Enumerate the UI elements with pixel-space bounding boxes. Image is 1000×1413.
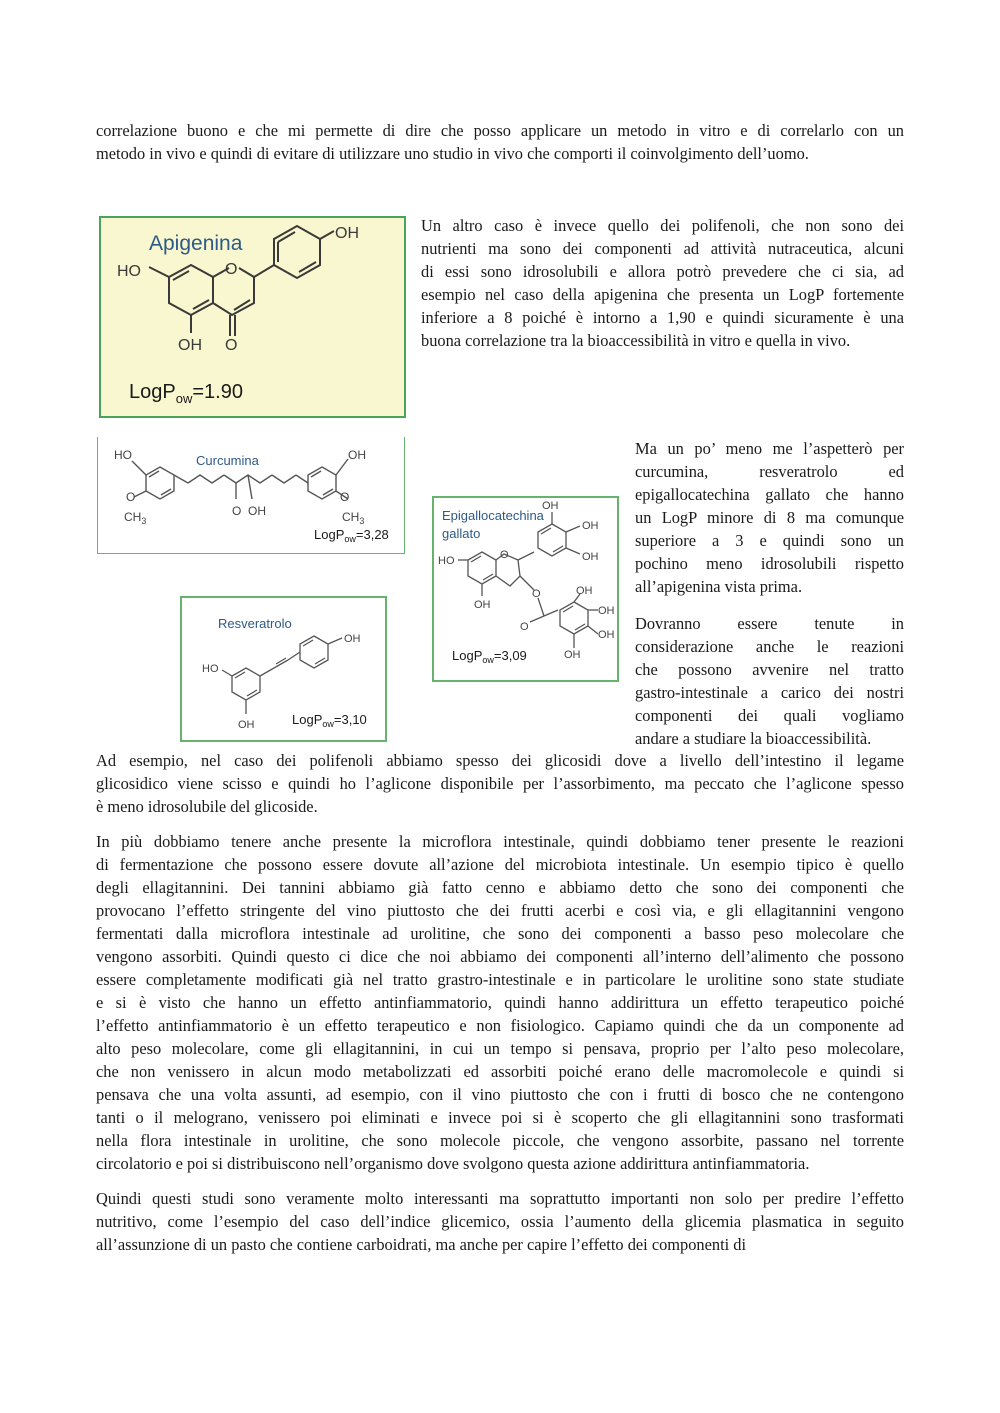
- curcumina-carbonyl-o-label: O: [232, 504, 242, 518]
- intro-paragraph: [96, 119, 904, 165]
- text-line: pensava che una volta assunti, ad esempio, con il vino piuttosto che con i frutti di bosco che ne contengono: [96, 1085, 904, 1104]
- text-line: pochino meno idrosolubili rispetto: [635, 554, 904, 573]
- text-line: circolatorio e poi si distribuiscono nell’organismo dove svolgono questa azione addirittura antinfiammatoria.: [96, 1154, 810, 1173]
- text-line: alto peso molecolare, come gli ellagitannini, in cui un tempo si pensava, proprio per l’alto peso molecolare,: [96, 1039, 904, 1058]
- text-line: esempio nel caso della apigenina che presenta un LogP fortemente: [421, 285, 904, 304]
- text-line: fermentati dalla microflora intestinale ad urolitine, che sono dei componenti a basso peso molecolare che: [96, 924, 904, 943]
- text-line: inferiore a 8 poiché è intorno a 1,90 e quindi sicuramente è una: [421, 308, 904, 327]
- text-line: andare a studiare la bioaccessibilità.: [635, 729, 872, 748]
- egcg-oh-gallate3-label: OH: [598, 629, 615, 641]
- curcumina-paragraph: [635, 437, 904, 598]
- egcg-oh-right1-label: OH: [582, 520, 599, 532]
- egcg-oh-bottom-label: OH: [474, 599, 491, 611]
- text-line: di essi sono idrosolubili e allora potrò prevedere che ci sia, ad: [421, 262, 904, 281]
- text-line: nella flora intestinale in urolitine, che sono molecole piccole, che vengono assorbite, passano nel torrente: [96, 1131, 904, 1150]
- text-line: nutrienti ma sono dei componenti ad attività nutraceutica, alcuni: [421, 239, 904, 258]
- curcumina-o-right-label: O: [340, 490, 350, 504]
- egcg-figure: [432, 496, 619, 682]
- egcg-oh-gallate4-label: OH: [564, 649, 581, 661]
- text-line: Quindi questi studi sono veramente molto interessanti ma soprattutto importanti non solo per predire l’effetto: [96, 1189, 904, 1208]
- text-line: all’assunzione di un pasto che contiene carboidrati, ma anche per capire l’effetto dei componenti di: [96, 1235, 747, 1254]
- text-line: buona correlazione tra la bioaccessibilità in vitro e quella in vivo.: [421, 331, 851, 350]
- text-line: di fermentazione che possono essere dovute all’azione del microbiota intestinale. Un esempio tipico è quello: [96, 855, 904, 874]
- apigenina-logp: LogP$_{ow}$=1.90: [129, 381, 243, 406]
- text-line: che non venissero in alcun modo metabolizzati ed assorbiti poiché erano delle macromolecole e quindi si: [96, 1062, 904, 1081]
- apigenina-carbonyl-o-label: O: [225, 337, 238, 354]
- curcumina-oh-label: OH: [348, 448, 366, 462]
- curcumina-logp: LogP$_{ow}$=3,28: [314, 527, 389, 544]
- text-line: metodo in vivo e quindi di evitare di utilizzare uno studio in vivo che comporti il coinvolgimento dell’uomo.: [96, 144, 809, 163]
- egcg-logp: LogP$_{ow}$=3,09: [452, 648, 527, 665]
- text-line: l’effetto antinfiammatorio è un effetto terapeutico e non fisiologico. Capiamo quindi che da un componente ad: [96, 1016, 904, 1035]
- egcg-oh-gallate2-label: OH: [598, 605, 615, 617]
- egcg-carbonyl-o-label: O: [520, 621, 529, 633]
- egcg-ring-o-label: O: [500, 549, 509, 561]
- curcumina-ho-label: HO: [114, 448, 132, 462]
- text-line: provocano l’effetto stringente del vino piuttosto che dei frutti acerbi e così via, e gli ellagitannini vengono: [96, 901, 904, 920]
- text-line: In più dobbiamo tenere anche presente la microflora intestinale, quindi dobbiamo tener presente le reazioni: [96, 832, 904, 851]
- text-line: curcumina, resveratrolo ed: [635, 462, 904, 481]
- egcg-title-line1: Epigallocatechina: [442, 508, 544, 523]
- text-line: che possono avvenire nel tratto: [635, 660, 904, 679]
- text-line: all’apigenina vista prima.: [635, 577, 803, 596]
- apigenina-ring-o-label: O: [225, 261, 238, 278]
- text-line: epigallocatechina gallato che hanno: [635, 485, 904, 504]
- text-line: Un altro caso è invece quello dei polifenoli, che non sono dei: [421, 216, 904, 235]
- text-line: è meno idrosolubile del glicoside.: [96, 797, 318, 816]
- resveratrolo-oh-label: OH: [344, 633, 361, 645]
- text-line: correlazione buono e che mi permette di dire che posso applicare un metodo in vitro e di correlarlo con un: [96, 121, 904, 140]
- apigenina-oh-bottom-label: OH: [178, 337, 202, 354]
- text-line: Dovranno essere tenute in: [635, 614, 904, 633]
- text-line: tanti o il melograno, venissero poi eliminati e invece poi si è scoperto che gli ellagitannini sono trasformati: [96, 1108, 904, 1127]
- curcumina-enol-oh-label: OH: [248, 504, 266, 518]
- text-line: vengono assorbiti. Quindi questo ci dice che noi abbiamo dei componenti all’interno dell’alimento che possono: [96, 947, 904, 966]
- text-line: gastro-intestinale a carico dei nostri: [635, 683, 904, 702]
- text-line: e si è visto che hanno un effetto antinfiammatorio, quindi hanno addirittura un effetto terapeutico poiché: [96, 993, 904, 1012]
- egcg-title-line2: gallato: [442, 526, 481, 541]
- text-line: superiore a 3 e quindi sono un: [635, 531, 904, 550]
- conclusione-paragraph: [96, 1187, 904, 1256]
- apigenina-figure: [99, 216, 406, 418]
- apigenina-title: Apigenina: [149, 232, 243, 255]
- egcg-oh-gallate1-label: OH: [576, 585, 593, 597]
- curcumina-o-left-label: O: [126, 490, 136, 504]
- text-line: Ma un po’ meno me l’aspetterò per: [635, 439, 904, 458]
- text-line: un LogP minore di 8 ma comunque: [635, 508, 904, 527]
- text-line: considerazione anche le reazioni: [635, 637, 904, 656]
- resveratrolo-ho-label: HO: [202, 663, 219, 675]
- text-line: essere completamente modificati già nel tratto grastro-intestinale e in particolare le urolitine sono state studiate: [96, 970, 904, 989]
- resveratrolo-figure: [180, 596, 387, 742]
- apigenina-paragraph: [421, 214, 904, 352]
- apigenina-oh-label: OH: [335, 225, 359, 242]
- egcg-oh-top-label: OH: [542, 500, 559, 512]
- text-line: nutritivo, come l’esempio del caso dell’indice glicemico, ossia l’aumento della glicemia plasmatica in seguito: [96, 1212, 904, 1231]
- egcg-oh-right2-label: OH: [582, 551, 599, 563]
- resveratrolo-logp: LogP$_{ow}$=3,10: [292, 712, 367, 729]
- curcumina-ch3-left-label: $CH_3$: [124, 510, 147, 526]
- text-line: glicosidico viene scisso e quindi ho l’aglicone disponibile per l’assorbimento, ma peccato che l’aglicone spesso: [96, 774, 904, 793]
- text-line: Ad esempio, nel caso dei polifenoli abbiamo spesso dei glicosidi dove a livello dell’intestino il legame: [96, 751, 904, 770]
- text-line: componenti dei quali vogliamo: [635, 706, 904, 725]
- reazioni-paragraph: [635, 612, 904, 750]
- apigenina-ho-label: HO: [117, 263, 141, 280]
- glicosidi-paragraph: [96, 749, 904, 818]
- egcg-ho-label: HO: [438, 555, 455, 567]
- curcumina-figure: [97, 437, 405, 554]
- curcumina-ch3-right-label: $CH_3$: [342, 510, 365, 526]
- microflora-paragraph: [96, 830, 904, 1175]
- resveratrolo-oh-bottom-label: OH: [238, 719, 255, 731]
- resveratrolo-title: Resveratrolo: [218, 616, 292, 631]
- egcg-ester-o-label: O: [532, 588, 541, 600]
- curcumina-title: Curcumina: [196, 453, 259, 468]
- text-line: degli ellagitannini. Dei tannini abbiamo già fatto cenno e abbiamo detto che sono dei componenti che: [96, 878, 904, 897]
